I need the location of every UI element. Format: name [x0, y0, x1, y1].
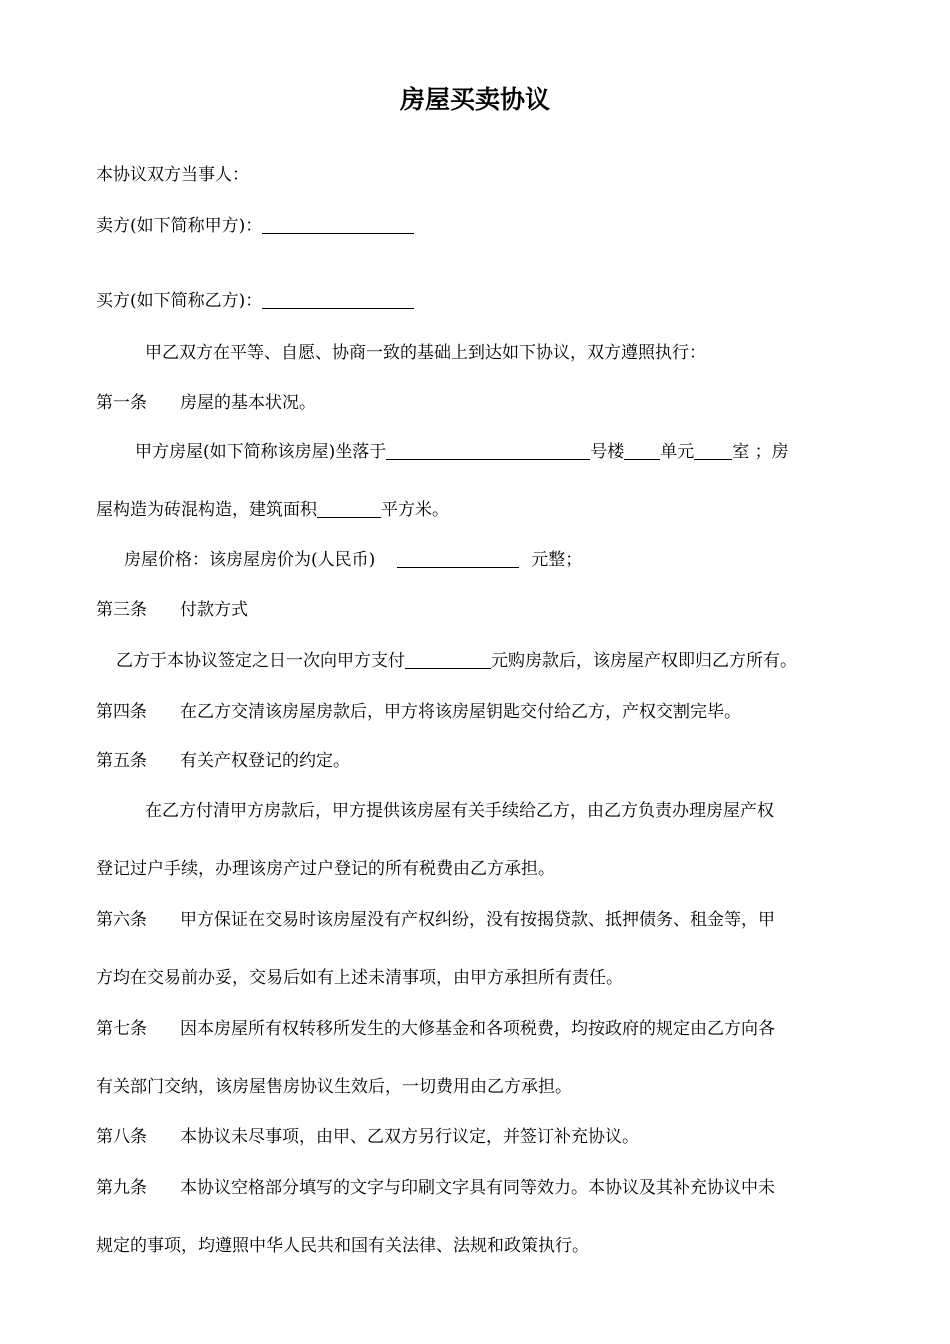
art6-label: 第六条 [96, 910, 147, 930]
area-blank[interactable] [317, 499, 381, 518]
parties-intro: 本协议双方当事人： [96, 165, 249, 185]
art5-heading: 有关产权登记的约定。 [180, 751, 350, 771]
art4-line [96, 700, 741, 724]
art4-text: 在乙方交清该房屋房款后，甲方将该房屋钥匙交付给乙方，产权交割完毕。 [180, 702, 741, 722]
document-title: 房屋买卖协议 [399, 85, 550, 114]
art3-heading: 付款方式 [180, 600, 248, 620]
structure-text: 屋构造为砖混构造，建筑面积 [96, 500, 317, 520]
payment-text-end: 元购房款后，该房屋产权即归乙方所有。 [491, 651, 797, 671]
seller-label: 卖方(如下简称甲方)： [96, 216, 263, 236]
art9-label: 第九条 [96, 1178, 147, 1198]
room-label: 室 ；房 [732, 442, 789, 462]
art8-text: 本协议未尽事项，由甲、乙双方另行议定，并签订补充协议。 [180, 1127, 639, 1147]
art6-line1 [96, 908, 775, 932]
art5-label: 第五条 [96, 751, 147, 771]
buyer-label: 买方(如下简称乙方)： [96, 291, 263, 311]
art8-line [96, 1125, 639, 1149]
buyer-line [96, 289, 414, 313]
art5-line2: 登记过户手续，办理该房产过户登记的所有税费由乙方承担。 [96, 859, 555, 879]
seller-line [96, 214, 414, 238]
unit-blank[interactable] [624, 441, 660, 460]
art4-label: 第四条 [96, 702, 147, 722]
art7-text: 因本房屋所有权转移所发生的大修基金和各项税费，均按政府的规定由乙方向各 [180, 1019, 775, 1039]
art1-area-line [96, 498, 449, 522]
art7-line2: 有关部门交纳，该房屋售房协议生效后，一切费用由乙方承担。 [96, 1077, 572, 1097]
address-blank[interactable] [386, 441, 590, 460]
price-label: 房屋价格：该房屋房价为(人民币) [124, 550, 376, 570]
room-blank[interactable] [694, 441, 732, 460]
payment-blank[interactable] [405, 650, 491, 669]
art9-line1 [96, 1176, 775, 1200]
art3-payment-line [116, 649, 797, 673]
art6-text: 甲方保证在交易时该房屋没有产权纠纷，没有按揭贷款、抵押债务、租金等，甲 [180, 910, 775, 930]
art6-line2: 方均在交易前办妥，交易后如有上述未清事项，由甲方承担所有责任。 [96, 968, 623, 988]
price-unit: 元整； [531, 550, 583, 570]
art1-label: 第一条 [96, 393, 147, 413]
unit-label: 单元 [660, 442, 695, 462]
preamble: 甲乙双方在平等、自愿、协商一致的基础上到达如下协议，双方遵照执行： [145, 343, 706, 363]
buyer-name-blank[interactable] [262, 290, 414, 309]
price-blank[interactable] [397, 549, 519, 568]
art1-address-label: 甲方房屋(如下简称该房屋)坐落于 [135, 442, 387, 462]
art7-label: 第七条 [96, 1019, 147, 1039]
art1-heading: 房屋的基本状况。 [180, 393, 316, 413]
art1-address-line [135, 440, 789, 464]
art9-line2: 规定的事项，均遵照中华人民共和国有关法律、法规和政策执行。 [96, 1236, 589, 1256]
art3-heading-line [96, 598, 248, 622]
payment-text: 乙方于本协议签定之日一次向甲方支付 [116, 651, 405, 671]
art5-heading-line [96, 749, 350, 773]
art8-label: 第八条 [96, 1127, 147, 1147]
art5-line1: 在乙方付清甲方房款后，甲方提供该房屋有关手续给乙方，由乙方负责办理房屋产权 [145, 801, 774, 821]
building-label: 号楼 [590, 442, 625, 462]
seller-name-blank[interactable] [262, 215, 414, 234]
art3-label: 第三条 [96, 600, 147, 620]
art1-heading-line [96, 391, 316, 415]
area-unit: 平方米。 [381, 500, 449, 520]
art9-text: 本协议空格部分填写的文字与印刷文字具有同等效力。本协议及其补充协议中未 [180, 1178, 775, 1198]
art1-price-line [124, 548, 582, 572]
art7-line1 [96, 1017, 775, 1041]
